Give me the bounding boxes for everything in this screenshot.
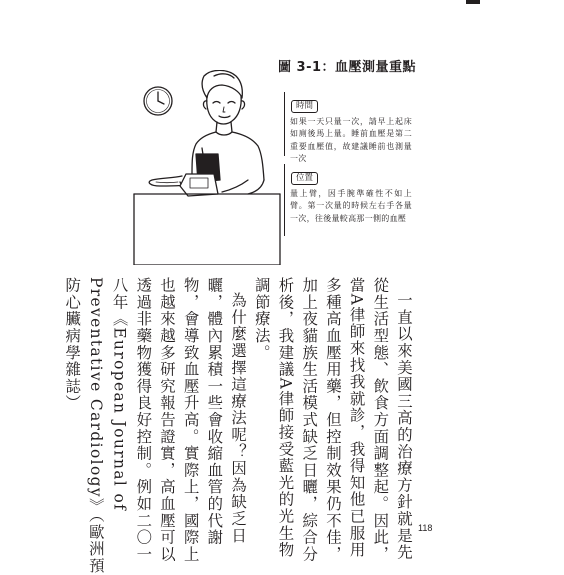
body-paragraph: 一直以來美國三高的治療方針就是先從生活型態、飲食方面調整起。因此，當A律師來找我就診，我得知他已服用多種高血壓用藥，但控制效果仍不佳，加上夜貓族生活模式缺乏日曬，綜合分析後，我建議A律師接受藍光的光生物調節療法。 <box>252 277 413 563</box>
note-position-tag: 位置 <box>291 172 318 185</box>
note-position <box>290 165 412 225</box>
body-paragraph: 為什麼選擇這療法呢？因為缺乏日曬，體內累積一些會收縮血管的代謝物，會導致血壓升高。實際上，國際上也越來越多研究報告證實，高血壓可以透過非藥物獲得良好控制。例如二〇一八年《European Journal of Preventative Cardiology》（歐洲預防心臟病學雜誌） <box>63 277 248 575</box>
note-position-text: 量上臂，因手腕準確性不如上臂。第一次量的時候左右手各量一次，往後量較高那一側的血壓 <box>290 189 412 223</box>
note-time-tag: 時間 <box>291 100 318 113</box>
page-top-mark <box>466 0 480 4</box>
figure-title: 圖 3-1：血壓測量重點 <box>278 60 417 75</box>
body-text <box>63 277 415 575</box>
note-position-rule <box>284 164 285 236</box>
blood-pressure-illustration <box>130 70 285 265</box>
note-time <box>290 93 412 166</box>
clock-icon <box>144 87 172 115</box>
woman-measuring-bp-drawing <box>130 70 285 265</box>
note-time-rule <box>284 92 285 156</box>
note-time-text: 如果一天只量一次，請早上起床如廁後馬上量。睡前血壓是第二重要血壓值，故建議睡前也測量一次 <box>290 117 412 164</box>
page-number: 118 <box>418 523 433 533</box>
